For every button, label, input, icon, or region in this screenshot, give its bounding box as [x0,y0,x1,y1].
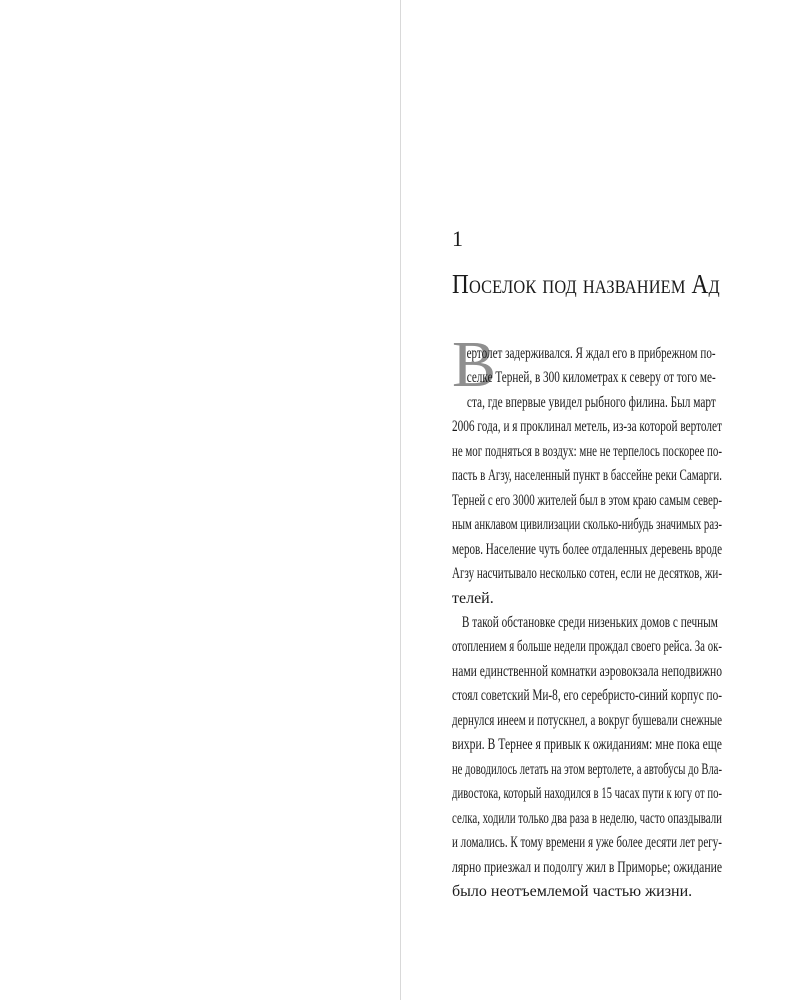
body-text-line: нами единственной комнатки аэровокзала неподвижно [452,662,722,680]
body-text-line: ным анклавом цивилизации сколько-нибудь значимых раз- [452,516,722,534]
body-text-line: стоял советский Ми-8, его серебристо-синий корпус по- [452,687,723,705]
body-text-line: ертолет задерживался. Я ждал его в прибрежном по- [466,345,716,362]
body-text-line: селке Терней, в 300 километрах к северу от того ме- [466,369,716,387]
body-text-line: было неотъемлемой частью жизни. [452,882,693,900]
body-text-line: отоплением я больше недели прождал своего рейса. За ок- [452,638,722,656]
body-text-line: лярно приезжал и подолгу жил в Приморье; ожидание [452,858,722,876]
body-text-line: и ломались. К тому времени я уже более десяти лет регу- [452,834,722,852]
body-text-line: вихри. В Тернее я привык к ожиданиям: мне пока еще [452,736,722,754]
body-text-line: меров. Население чуть более отдаленных деревень вроде [452,540,723,558]
body-text-line: пасть в Агзу, населенный пункт в бассейне реки Самарги. [452,467,723,485]
body-text-line: Агзу насчитывало несколько сотен, если не десятков, жи- [452,565,722,583]
chapter-body-text [452,342,722,904]
body-text-line: телей. [452,589,494,607]
drop-cap-letter: В [452,328,497,401]
body-text-line: не мог подняться в воздух: мне не терпелось поскорее по- [452,442,722,460]
body-text-line: дивостока, который находился в 15 часах пути к югу от по- [452,785,722,803]
body-text-line: дернулся инеем и потускнел, а вокруг бушевали снежные [452,711,723,729]
body-text-line: селка, ходили только два раза в неделю, часто опаздывали [452,809,722,827]
body-text-line: 2006 года, и я проклинал метель, из-за которой вертолет [452,418,723,436]
chapter-number: 1 [452,226,463,251]
body-text-line: В такой обстановке среди низеньких домов с печным [461,613,718,631]
body-text-line: ста, где впервые увидел рыбного филина. Был март [466,393,716,411]
body-text-line: Терней с его 3000 жителей был в этом краю самым север- [452,491,723,509]
body-text-line: не доводилось летать на этом вертолете, а автобусы до Вла- [452,760,723,778]
chapter-title: Поселок под названием Ад [452,269,720,299]
